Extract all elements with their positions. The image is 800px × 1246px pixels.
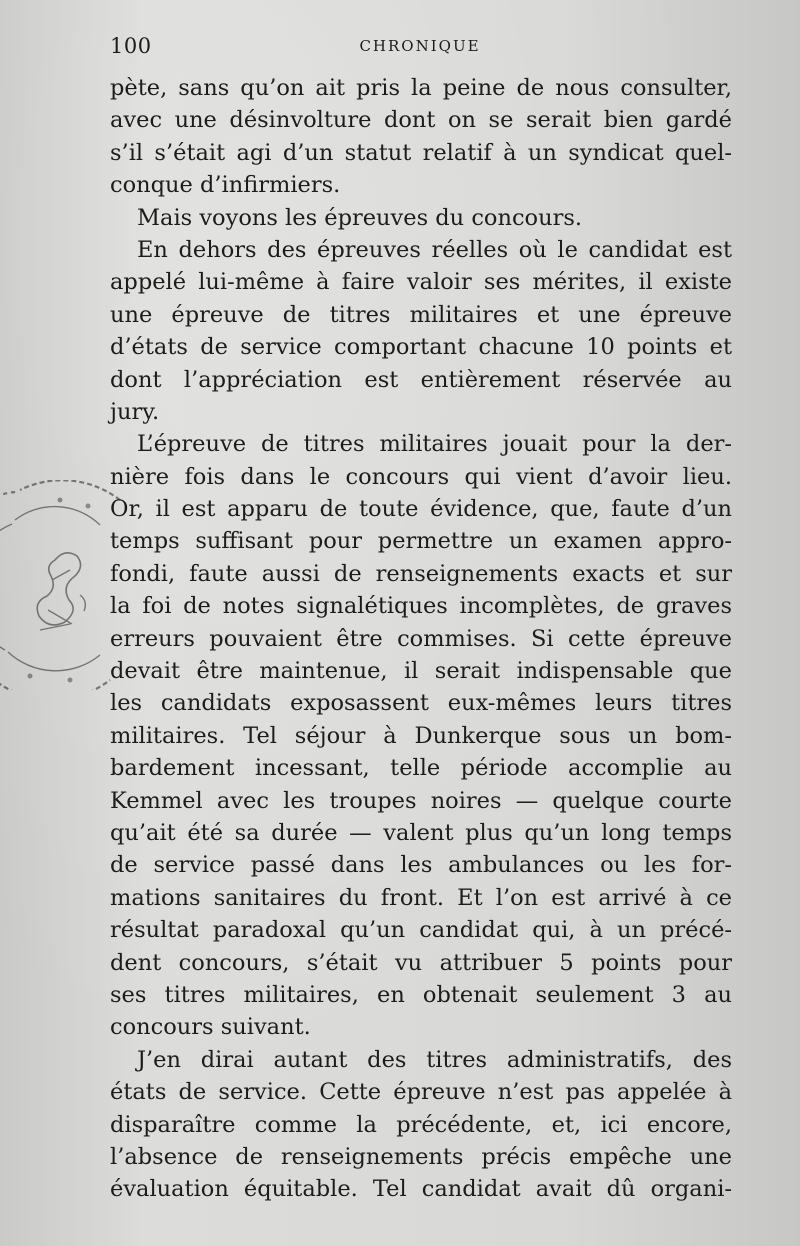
text-line: jury. [110, 398, 160, 425]
text-line: de service passé dans les ambulances ou les for- [110, 852, 732, 879]
text-line: dent concours, s’était vu attribuer 5 points pour [110, 949, 732, 976]
text-line: dont l’appréciation est entièrement réservée au [110, 366, 732, 393]
text-line: évaluation équitable. Tel candidat avait dû organi- [110, 1176, 732, 1203]
text-line: ses titres militaires, en obtenait seulement 3 au [110, 981, 732, 1008]
text-line: une épreuve de titres militaires et une épreuve [110, 301, 732, 328]
text-line: Kemmel avec les troupes noires — quelque courte [110, 787, 732, 814]
text-line: s’il s’était agi d’un statut relatif à un syndicat quel- [110, 139, 732, 166]
text-line: l’absence de renseignements précis empêche une [110, 1143, 732, 1170]
running-head [0, 34, 800, 60]
text-line: résultat paradoxal qu’un candidat qui, à un précé- [110, 917, 732, 944]
text-line: Or, il est apparu de toute évidence, que, faute d’un [110, 496, 732, 523]
text-line: mations sanitaires du front. Et l’on est arrivé à ce [110, 884, 732, 911]
text-line: qu’ait été sa durée — valent plus qu’un long temps [110, 819, 732, 846]
text-line: d’états de service comportant chacune 10 points et [110, 334, 732, 361]
text-line: états de service. Cette épreuve n’est pas appelée à [110, 1079, 732, 1106]
text-line: conque d’infirmiers. [110, 172, 341, 199]
text-line: temps suffisant pour permettre un examen appro- [110, 528, 732, 555]
text-line: concours suivant. [110, 1014, 311, 1041]
text-line: les candidats exposassent eux-mêmes leurs titres [110, 690, 732, 717]
body-text [110, 72, 732, 1206]
text-line: devait être maintenue, il serait indispensable que [110, 658, 732, 685]
running-title: CHRONIQUE [359, 37, 481, 55]
text-line: fondi, faute aussi de renseignements exacts et sur [110, 560, 732, 587]
text-line: appelé lui-même à faire valoir ses mérites, il existe [110, 269, 732, 296]
text-line: En dehors des épreuves réelles où le candidat est [137, 236, 732, 263]
text-line: nière fois dans le concours qui vient d’avoir lieu. [110, 463, 732, 490]
text-line: bardement incessant, telle période accomplie au [110, 755, 732, 782]
text-line: la foi de notes signalétiques incomplètes, de graves [110, 593, 732, 620]
text-line: Mais voyons les épreuves du concours. [137, 204, 583, 231]
text-line: pète, sans qu’on ait pris la peine de nous consulter, [110, 75, 732, 101]
page-number: 100 [110, 34, 152, 58]
text-line: L’épreuve de titres militaires jouait pour la der- [137, 431, 732, 458]
text-line: J’en dirai autant des titres administratifs, des [137, 1046, 732, 1073]
text-line: erreurs pouvaient être commises. Si cette épreuve [110, 625, 732, 652]
text-line: disparaître comme la précédente, et, ici encore, [110, 1111, 732, 1138]
text-line: avec une désinvolture dont on se serait bien gardé [110, 107, 732, 134]
text-line: militaires. Tel séjour à Dunkerque sous un bom- [110, 722, 732, 749]
